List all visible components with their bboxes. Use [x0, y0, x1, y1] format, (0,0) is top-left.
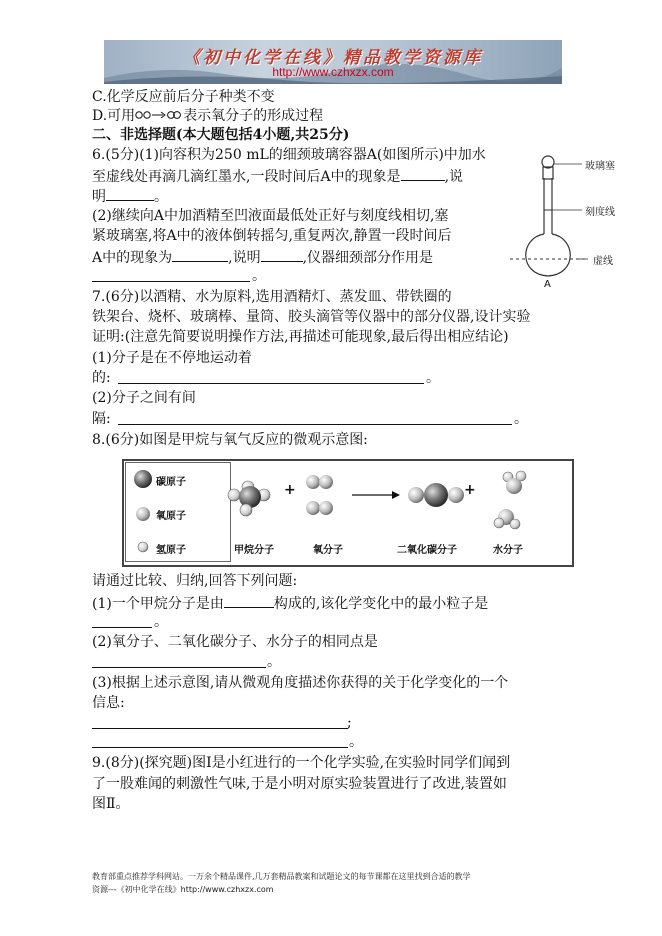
q7-line-3: 证明:(注意先简要说明操作方法,再描述可能现象,最后得出相应结论)	[92, 329, 509, 345]
water-molecule-label: 水分子	[493, 545, 523, 556]
q6-line-5: 紧玻璃塞,将A中的液体倒转摇匀,重复两次,静置一段时间后	[92, 228, 452, 244]
q8-line-6-end: 。	[267, 654, 281, 670]
option-c: C.化学反应前后分子种类不变	[92, 89, 275, 105]
q8-blank-5[interactable]	[92, 747, 348, 748]
q8-line-8: 信息:	[92, 695, 125, 711]
q7-line-1: 7.(6分)以酒精、水为原料,选用酒精灯、蒸发皿、带铁圈的	[92, 289, 452, 305]
legend-oxygen-atom-icon	[136, 507, 150, 521]
q7-line-2: 铁架台、烧杯、玻璃棒、量筒、胶头滴管等仪器中的部分仪器,设计实验	[92, 309, 531, 325]
q7-line-4: (1)分子是在不停地运动着	[92, 350, 252, 366]
q7-line-6: (2)分子之间有间	[92, 390, 196, 406]
oxygen-formation-icon	[135, 109, 183, 121]
q6-line-4: (2)继续向A中加酒精至凹液面最低处正好与刻度线相切,塞	[92, 208, 449, 224]
legend-carbon-atom-icon	[134, 470, 152, 488]
carbon-dioxide-molecule-icon	[408, 483, 464, 507]
q6-line-3-end: 。	[154, 189, 168, 205]
q6-blank-3[interactable]	[172, 248, 228, 262]
q6-line-3-text: 明	[92, 189, 106, 205]
q6-blank-2[interactable]	[106, 187, 154, 201]
q7-line-5: 的:	[92, 370, 111, 386]
flask-label-scale: 刻度线	[585, 207, 615, 218]
q6-line-7-end: 。	[252, 268, 266, 284]
banner-url[interactable]: http://www.czhxzx.com	[272, 65, 394, 79]
q6-line-1: 6.(5分)(1)向容积为250 mL的细颈玻璃容器A(如图所示)中加水	[92, 147, 486, 163]
q6-line-6-text-c: ,仪器细颈部分作用是	[302, 250, 434, 266]
q6-blank-1[interactable]	[401, 167, 445, 181]
q7-line-7: 隔:	[92, 411, 111, 427]
water-molecules-icon	[494, 471, 526, 529]
section-2-heading: 二、非选择题(本大题包括4小题,共25分)	[92, 127, 350, 143]
q8-line-3-text-a: (1)一个甲烷分子是由	[92, 596, 224, 612]
q6-line-3	[92, 187, 168, 206]
q8-blank-4[interactable]	[92, 728, 348, 729]
q8-line-4-end: 。	[154, 614, 168, 630]
q7-blank-2[interactable]	[118, 424, 512, 425]
q7-line-7-end: 。	[514, 411, 528, 427]
q8-line-2: 请通过比较、归纳,回答下列问题:	[92, 573, 298, 589]
q8-blank-3[interactable]	[92, 667, 266, 668]
q8-line-7: (3)根据上述示意图,请从微观角度描述你获得的关于化学变化的一个	[92, 675, 509, 691]
flask-figure	[510, 148, 650, 298]
option-d	[92, 108, 323, 125]
q7-blank-1[interactable]	[118, 383, 424, 384]
footer-line-2[interactable]: 资源---《初中化学在线》http://www.czhxzx.com	[92, 885, 274, 894]
q6-blank-5[interactable]	[92, 281, 250, 282]
plus-sign-1: +	[284, 482, 296, 498]
q8-blank-2[interactable]	[92, 627, 152, 628]
q8-blank-1[interactable]	[224, 594, 274, 608]
q9-line-2: 了一股难闻的刺激性气味,于是小明对原实验装置进行了改进,装置如	[92, 776, 507, 792]
methane-molecule-icon	[228, 481, 270, 516]
banner-title: 《初中化学在线》精品教学资源库	[183, 48, 483, 68]
q8-line-10-end: 。	[349, 734, 363, 750]
glass-stopper-icon	[542, 156, 554, 168]
co2-molecule-label: 二氧化碳分子	[397, 545, 457, 556]
legend-hydrogen-label: 氢原子	[156, 545, 186, 556]
q8-line-3-text-b: 构成的,该化学变化中的最小粒子是	[273, 596, 489, 612]
q7-line-5-end: 。	[426, 370, 440, 386]
flask-label-a: A	[544, 279, 551, 290]
q8-line-3	[92, 594, 488, 613]
flask-label-stopper: 玻璃塞	[585, 161, 615, 172]
q6-line-2-end: ,说	[444, 169, 464, 185]
q6-line-6	[92, 248, 433, 267]
q6-line-2-text: 至虚线处再滴几滴红墨水,一段时间后A中的现象是	[92, 169, 401, 185]
legend-oxygen-label: 氧原子	[156, 511, 186, 522]
legend-carbon-label: 碳原子	[156, 477, 186, 488]
oxygen-molecules-icon	[306, 475, 333, 515]
q8-line-9-end: ;	[347, 715, 352, 731]
oxygen-molecule-label: 氧分子	[313, 545, 343, 556]
option-d-suffix: 表示氧分子的形成过程	[183, 108, 324, 124]
header-banner	[104, 40, 562, 84]
footer-line-1: 教育部重点推荐学科网站。一万余个精品课件,几万套精品教案和试题论文的每节课都在这里找到合适的教学	[92, 872, 471, 881]
plus-sign-2: +	[464, 482, 476, 498]
flask-label-dashed: 虚线	[593, 256, 613, 267]
q8-line-1: 8.(6分)如图是甲烷与氧气反应的微观示意图:	[92, 432, 368, 448]
legend-hydrogen-atom-icon	[138, 542, 148, 552]
option-d-prefix: D.可用	[92, 108, 136, 124]
q6-line-2	[92, 167, 463, 186]
q6-line-6-text-a: A中的现象为	[92, 250, 173, 266]
methane-label: 甲烷分子	[234, 545, 274, 556]
q9-line-3: 图Ⅱ。	[92, 796, 130, 812]
q6-blank-4[interactable]	[261, 248, 303, 262]
flask-bulb-icon	[526, 234, 571, 276]
q9-line-1: 9.(8分)(探究题)图Ⅰ是小红进行的一个化学实验,在实验时同学们闻到	[92, 755, 511, 771]
q8-line-5: (2)氧分子、二氧化碳分子、水分子的相同点是	[92, 634, 378, 650]
q6-line-6-text-b: ,说明	[228, 250, 261, 266]
